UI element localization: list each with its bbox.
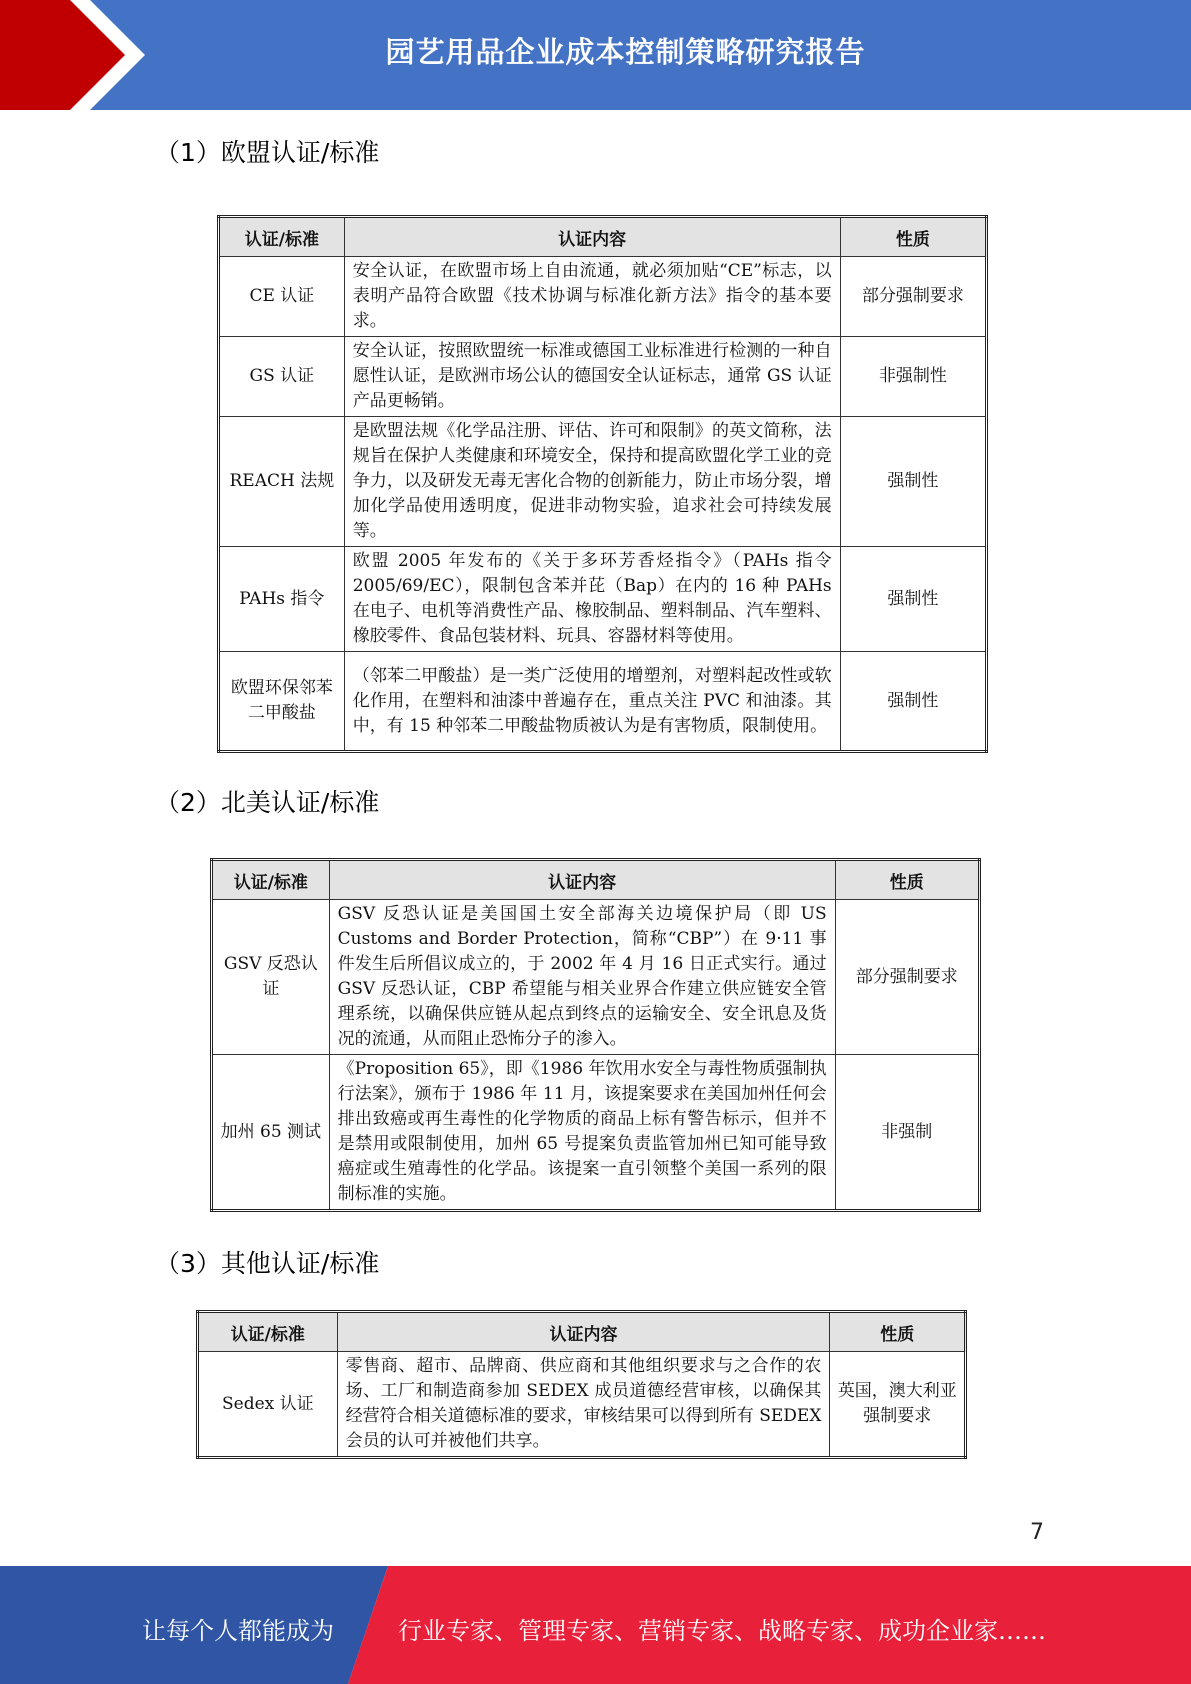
table-header-row [198, 1312, 966, 1352]
column-header: 认证内容 [344, 217, 840, 257]
column-header: 认证内容 [329, 860, 835, 900]
cert-name: REACH 法规 [219, 417, 345, 547]
cert-name: CE 认证 [219, 257, 345, 337]
cert-content: 欧盟 2005 年发布的《关于多环芳香烃指令》（PAHs 指令 2005/69/EC），限制包含苯并芘（Bap）在内的 16 种 PAHs 在电子、电机等消费性产品、橡胶制品、塑料制品、汽车塑料、橡胶零件、食品包装材料、玩具、容器材料等使用。 [344, 547, 840, 652]
table-row [212, 900, 980, 1055]
table-row [212, 1055, 980, 1211]
column-header: 认证/标准 [212, 860, 330, 900]
cert-name: 加州 65 测试 [212, 1055, 330, 1211]
report-title: 园艺用品企业成本控制策略研究报告 [385, 35, 866, 69]
column-header: 认证/标准 [198, 1312, 338, 1352]
cert-content: 安全认证，在欧盟市场上自由流通，就必须加贴“CE”标志，以表明产品符合欧盟《技术协调与标准化新方法》指令的基本要求。 [344, 257, 840, 337]
cert-content: （邻苯二甲酸盐）是一类广泛使用的增塑剂，对塑料起改性或软化作用，在塑料和油漆中普遍存在，重点关注 PVC 和油漆。其中，有 15 种邻苯二甲酸盐物质被认为是有害物质，限制使用。 [344, 652, 840, 752]
cert-nature: 强制性 [840, 652, 986, 752]
cert-nature: 部分强制要求 [840, 257, 986, 337]
cert-nature: 强制性 [840, 417, 986, 547]
eu-cert-table [217, 215, 988, 753]
cert-nature: 非强制性 [840, 337, 986, 417]
other-cert-table [196, 1310, 967, 1459]
table-row [219, 337, 987, 417]
cert-content: 零售商、超市、品牌商、供应商和其他组织要求与之合作的农场、工厂和制造商参加 SEDEX 成员道德经营审核，以确保其经营符合相关道德标准的要求，审核结果可以得到所有 SEDEX 会员的认可并被他们共享。 [337, 1352, 830, 1458]
cert-nature: 部分强制要求 [835, 900, 979, 1055]
table-row [219, 547, 987, 652]
table-row [198, 1352, 966, 1458]
cert-name: Sedex 认证 [198, 1352, 338, 1458]
column-header: 性质 [840, 217, 986, 257]
cert-content: GSV 反恐认证是美国国土安全部海关边境保护局（即 US Customs and Border Protection，简称“CBP”）在 9·11 事件发生后所倡议成立的，于 2002 年 4 月 16 日正式实行。通过 GSV 反恐认证，CBP 希望能与相关业界合作建立供应链安全管理系统，以确保供应链从起点到终点的运输安全、安全讯息及货况的流通，从而阻止恐怖分子的渗入。 [329, 900, 835, 1055]
table-row [219, 417, 987, 547]
na-cert-table [210, 858, 981, 1212]
footer-slogan-left: 让每个人都能成为 [142, 1617, 334, 1645]
cert-content: 是欧盟法规《化学品注册、评估、许可和限制》的英文简称，法规旨在保护人类健康和环境安全，保持和提高欧盟化学工业的竞争力，以及研发无毒无害化合物的创新能力，防止市场分裂，增加化学品使用透明度，促进非动物实验，追求社会可持续发展等。 [344, 417, 840, 547]
section-title-other: （3）其他认证/标准 [155, 1249, 380, 1278]
cert-name: 欧盟环保邻苯二甲酸盐 [219, 652, 345, 752]
page-number: 7 [1030, 1520, 1044, 1545]
cert-nature: 非强制 [835, 1055, 979, 1211]
table-row [219, 257, 987, 337]
section-title-north-america: （2）北美认证/标准 [155, 788, 380, 817]
cert-content: 安全认证，按照欧盟统一标准或德国工业标准进行检测的一种自愿性认证，是欧洲市场公认的德国安全认证标志，通常 GS 认证产品更畅销。 [344, 337, 840, 417]
cert-name: PAHs 指令 [219, 547, 345, 652]
column-header: 认证内容 [337, 1312, 830, 1352]
section-title-eu: （1）欧盟认证/标准 [155, 138, 380, 167]
cert-nature: 英国，澳大利亚强制要求 [830, 1352, 966, 1458]
table-header-row [219, 217, 987, 257]
cert-content: 《Proposition 65》，即《1986 年饮用水安全与毒性物质强制执行法案》，颁布于 1986 年 11 月，该提案要求在美国加州任何会排出致癌或再生毒性的化学物质的商品上标有警告标示，但并不是禁用或限制使用，加州 65 号提案负责监管加州已知可能导致癌症或生殖毒性的化学品。该提案一直引领整个美国一系列的限制标准的实施。 [329, 1055, 835, 1211]
cert-name: GS 认证 [219, 337, 345, 417]
cert-name: GSV 反恐认证 [212, 900, 330, 1055]
column-header: 认证/标准 [219, 217, 345, 257]
column-header: 性质 [835, 860, 979, 900]
table-header-row [212, 860, 980, 900]
footer-slogan-right: 行业专家、管理专家、营销专家、战略专家、成功企业家…… [398, 1617, 1046, 1645]
cert-nature: 强制性 [840, 547, 986, 652]
page-header [0, 0, 1191, 110]
column-header: 性质 [830, 1312, 966, 1352]
table-row [219, 652, 987, 752]
